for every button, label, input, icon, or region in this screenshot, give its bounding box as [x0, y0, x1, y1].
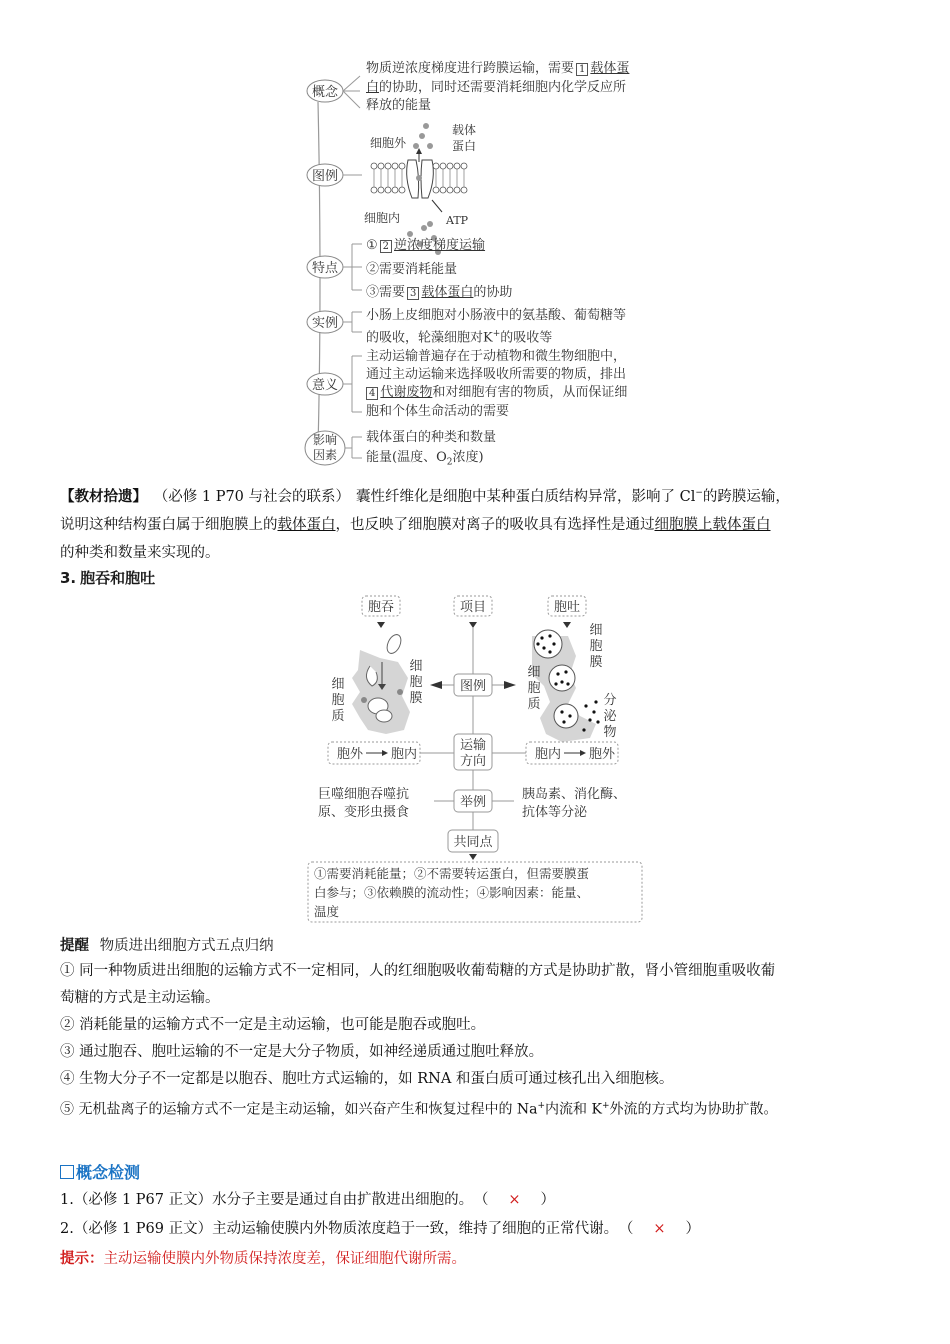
reminder-item-5: ⑤ 无机盐离子的运输方式不一定是主动运输，如兴奋产生和恢复过程中的 Na+内流和 K+外流的方式均为协助扩散。: [60, 1101, 778, 1118]
factors-text: 载体蛋白的种类和数量 能量(温度、$O_2$浓度): [366, 430, 497, 468]
svg-text:运输: 运输: [459, 738, 487, 753]
concept-text: 物质逆浓度梯度进行跨膜运输，需要 1 载体蛋 白的协助，同时还需要消耗细胞内化学反应所 释放的能量: [366, 61, 630, 113]
answer-box-2: 2: [380, 240, 392, 253]
concept-check-heading: 概念检测: [60, 1160, 140, 1183]
svg-text:细: 细: [409, 659, 423, 674]
reminder-list: [60, 958, 920, 1124]
node-examples: [307, 311, 343, 333]
reminder-item-3: ③ 通过胞吞、胞吐运输的不一定是大分子物质，如神经递质通过胞吐释放。: [60, 1044, 544, 1060]
examples-text: 小肠上皮细胞对小肠液中的氨基酸、葡萄糖等 的吸收，轮藻细胞对K+的吸收等: [366, 308, 627, 346]
svg-text:蛋白: 蛋白: [452, 139, 477, 153]
svg-text:共同点: 共同点: [453, 835, 493, 850]
svg-text:胞外: 胞外: [588, 747, 616, 762]
svg-text:ATP: ATP: [446, 214, 469, 227]
concept-check-questions: [60, 1186, 920, 1274]
svg-text:细: 细: [527, 665, 541, 680]
svg-text:胞: 胞: [409, 675, 423, 690]
reminder-item-4: ④ 生物大分子不一定都是以胞吞、胞吐方式运输的，如 RNA 和蛋白质可通过核孔出入细胞核。: [60, 1071, 674, 1087]
direction-endocytosis: [328, 742, 420, 764]
answer-mark-2: ×: [653, 1221, 666, 1237]
svg-text:抗体等分泌: 抗体等分泌: [522, 805, 588, 820]
svg-text:膜: 膜: [589, 655, 603, 670]
answer-box-4: 4: [366, 387, 378, 400]
right-membrane-label: [589, 623, 602, 670]
svg-text:白参与；③依赖膜的流动性；④影响因素：能量、: 白参与；③依赖膜的流动性；④影响因素：能量、: [314, 885, 590, 900]
svg-text:胞: 胞: [589, 639, 603, 654]
svg-text:举例: 举例: [459, 795, 487, 810]
svg-text:项目: 项目: [459, 600, 487, 615]
svg-text:胞内: 胞内: [534, 747, 562, 762]
reminder-item-1-cont: 萄糖的方式是主动运输。: [60, 990, 220, 1006]
svg-text:胞吞: 胞吞: [367, 600, 395, 615]
header-item: [454, 596, 492, 616]
secretion-label: [603, 693, 617, 740]
row-example: [454, 790, 492, 812]
row-direction: [454, 734, 492, 770]
svg-text:膜: 膜: [409, 691, 423, 706]
reminder-tag: 提醒: [60, 938, 89, 954]
svg-text:泌: 泌: [603, 709, 617, 724]
row-common: [448, 830, 498, 852]
answer-mark-1: ×: [508, 1192, 521, 1208]
hint: 提示：主动运输使膜内外物质保持浓度差，保证细胞代谢所需。: [60, 1250, 466, 1267]
svg-text:胰岛素、消化酶、: 胰岛素、消化酶、: [522, 787, 627, 802]
svg-text:载体: 载体: [452, 123, 477, 137]
svg-text:分: 分: [603, 693, 617, 708]
svg-text:图例: 图例: [459, 679, 487, 694]
question-1: 1.（必修 1 P67 正文）水分子主要是通过自由扩散进出细胞的。 （ × ）: [60, 1192, 556, 1208]
svg-text:因素: 因素: [312, 448, 338, 462]
svg-text:胞内: 胞内: [390, 747, 418, 762]
common-points-box: [308, 862, 642, 922]
section-3-heading: 3. 胞吞和胞吐: [60, 569, 156, 587]
left-membrane-label: [409, 659, 422, 706]
features-text: ① 2 逆浓度梯度运输 ②需要消耗能量 ③需要 3 载体蛋白的协助: [366, 238, 513, 300]
svg-text:胞外: 胞外: [336, 747, 364, 762]
reminder-item-1: ① 同一种物质进出细胞的运输方式不一定相同，人的红细胞吸收葡萄糖的方式是协助扩散，肾小管细胞重吸收葡: [60, 963, 776, 979]
direction-exocytosis: [526, 742, 618, 764]
svg-text:胞吐: 胞吐: [553, 600, 581, 615]
significance-text: 主动运输普遍存在于动植物和微生物细胞中， 通过主动运输来选择吸收所需要的物质，排出 4 代谢废物和对细胞有害的物质，从而保证细 胞和个体生命活动的需要: [366, 349, 628, 419]
answer-box-3: 3: [407, 287, 419, 300]
right-cytoplasm-label: [527, 665, 540, 712]
header-exocytosis: [548, 596, 586, 616]
endo-exocytosis-diagram: [300, 592, 650, 927]
textbook-note: 【教材拾遗】 （必修 1 P70 与社会的联系） 囊性纤维化是细胞中某种蛋白质结构异常，影响了 Cl−的跨膜运输， 说明这种结构蛋白属于细胞膜上的载体蛋白，也反映了细胞膜对离子的吸收具有选择性是通过细胞膜上载体蛋白 的种类和数量来实现的。: [60, 487, 790, 561]
svg-text:①需要消耗能量；②不需要转运蛋白，但需要膜蛋: ①需要消耗能量；②不需要转运蛋白，但需要膜蛋: [314, 866, 590, 881]
svg-text:概念: 概念: [311, 85, 339, 100]
svg-text:方向: 方向: [459, 754, 487, 769]
svg-text:质: 质: [527, 697, 541, 712]
svg-text:原、变形虫摄食: 原、变形虫摄食: [318, 805, 410, 820]
active-transport-concept-map: [300, 56, 660, 468]
checkbox-icon: [60, 1165, 74, 1179]
svg-text:细胞外: 细胞外: [370, 136, 407, 150]
example-endocytosis: [318, 786, 409, 820]
svg-text:质: 质: [331, 709, 345, 724]
question-2: 2.（必修 1 P69 正文）主动运输使膜内外物质浓度趋于一致，维持了细胞的正常代谢。 （ × ）: [60, 1221, 701, 1237]
svg-text:影响: 影响: [312, 433, 338, 447]
svg-text:温度: 温度: [314, 904, 340, 919]
node-concept: [307, 80, 343, 102]
svg-text:物: 物: [603, 725, 617, 740]
svg-text:意义: 意义: [311, 378, 339, 393]
svg-text:细胞内: 细胞内: [364, 211, 401, 225]
svg-text:特点: 特点: [311, 261, 339, 276]
textbook-tag: 【教材拾遗】: [60, 487, 147, 505]
endocytosis-illustration: [352, 632, 410, 734]
left-cytoplasm-label: [331, 677, 344, 724]
node-significance: [307, 373, 343, 395]
example-exocytosis: [522, 786, 626, 820]
svg-text:巨噬细胞吞噬抗: 巨噬细胞吞噬抗: [318, 787, 410, 802]
answer-box-1: 1: [576, 63, 588, 76]
reminder-heading: 提醒 物质进出细胞方式五点归纳: [60, 938, 274, 954]
node-factors: [305, 431, 345, 465]
svg-text:胞: 胞: [331, 693, 345, 708]
reminder-item-2: ② 消耗能量的运输方式不一定是主动运输，也可能是胞吞或胞吐。: [60, 1017, 486, 1033]
node-illustration: [307, 164, 343, 186]
row-illustration: [454, 674, 492, 696]
node-features: [307, 256, 343, 278]
svg-text:胞: 胞: [527, 681, 541, 696]
svg-text:图例: 图例: [311, 169, 339, 184]
svg-text:细: 细: [331, 677, 345, 692]
header-endocytosis: [362, 596, 400, 616]
svg-text:细: 细: [589, 623, 603, 638]
svg-text:实例: 实例: [311, 316, 339, 331]
